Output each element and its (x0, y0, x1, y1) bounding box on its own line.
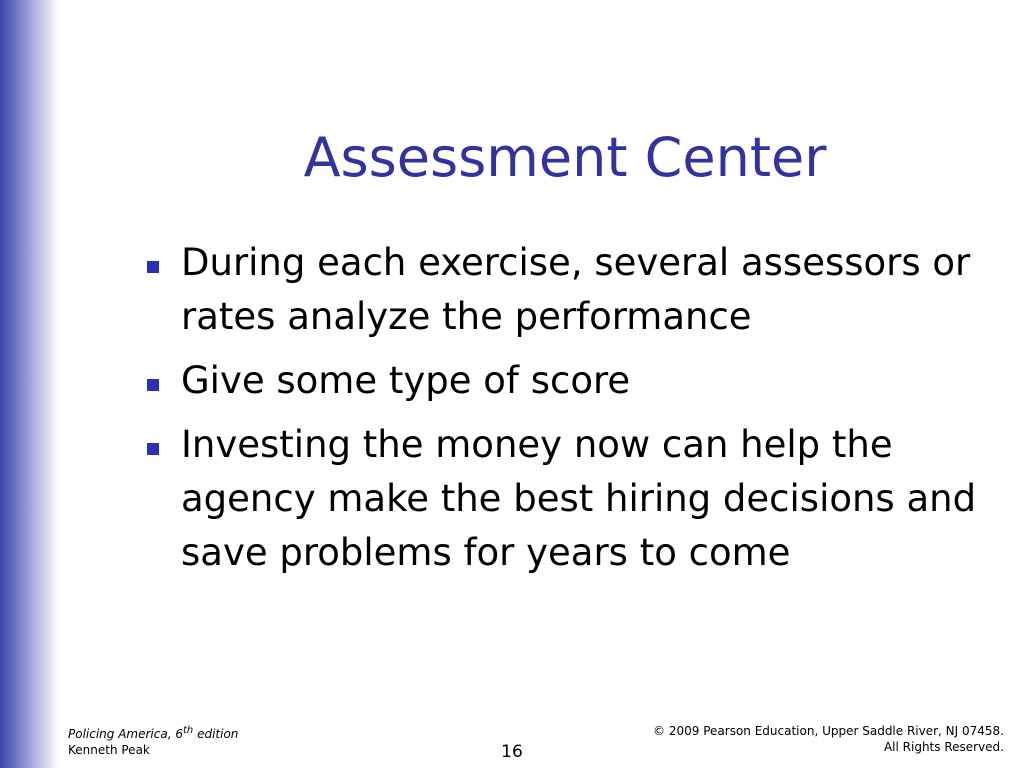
decorative-side-gradient (0, 0, 58, 768)
rights-line: All Rights Reserved. (883, 740, 1004, 754)
footer-book-info (68, 723, 238, 758)
bullet-text: Give some type of score (181, 359, 631, 402)
square-bullet-icon (147, 261, 159, 273)
edition-text: edition (193, 727, 239, 741)
bullet-list (140, 236, 1000, 590)
square-bullet-icon (147, 379, 159, 391)
bullet-text: Investing the money now can help the agency make the best hiring decisions and save problems for years to come (181, 423, 977, 574)
edition-superscript: th (182, 725, 194, 736)
slide-title: Assessment Center (303, 126, 827, 189)
footer-copyright (653, 723, 1004, 755)
bullet-text: During each exercise, several assessors or rates analyze the performance (181, 241, 971, 338)
bullet-item (140, 354, 1000, 408)
footer-book-title (68, 723, 238, 742)
square-bullet-icon (147, 443, 159, 455)
slide-number: 16 (501, 742, 523, 762)
bullet-item (140, 236, 1000, 344)
copyright-line: © 2009 Pearson Education, Upper Saddle River, NJ 07458. (653, 724, 1004, 738)
bullet-item (140, 418, 1000, 580)
footer-author: Kenneth Peak (68, 743, 150, 757)
book-title-text: Policing America, 6 (68, 727, 183, 741)
